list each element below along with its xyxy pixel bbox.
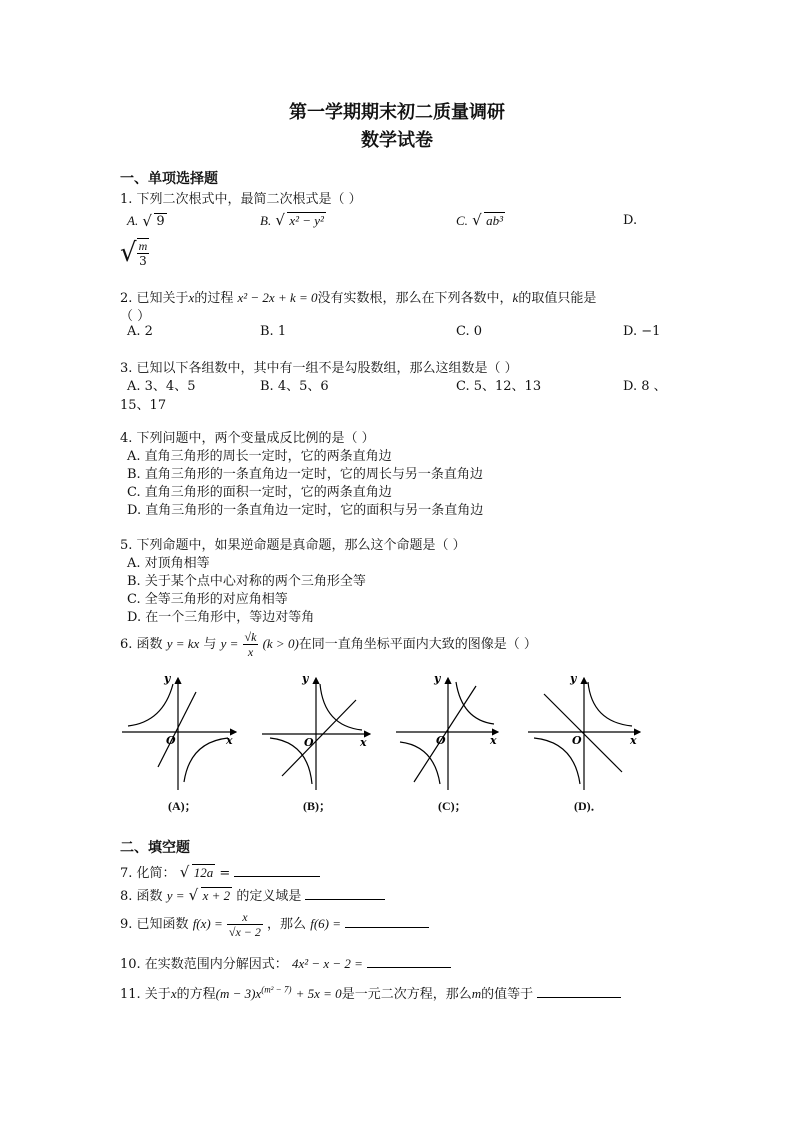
q1-option-d-expr: √ $\frac{m}{3}$ <box>120 238 148 268</box>
q5-option-b: B. 关于某个点中心对称的两个三角形全等 <box>127 574 366 589</box>
graph-b <box>262 672 370 790</box>
q3-option-d-cont: 15、17 <box>120 398 167 413</box>
page-title: 第一学期期末初二质量调研 <box>289 102 505 123</box>
page-subtitle: 数学试卷 <box>361 130 433 151</box>
graph-b-caption: (B)； <box>303 799 331 813</box>
question-2-paren: （ ） <box>120 309 151 324</box>
q9-answer-blank[interactable] <box>345 917 429 928</box>
q3-option-a: A. 3、4、5 <box>127 379 196 394</box>
section-title-fill: 二、填空题 <box>120 840 190 856</box>
q4-option-b: B. 直角三角形的一条直角边一定时，它的周长与另一条直角边 <box>127 467 483 482</box>
graph-c-x-label: x <box>490 734 497 747</box>
q8-answer-blank[interactable] <box>305 889 385 900</box>
graph-a-caption: (A)； <box>168 799 197 813</box>
q3-option-c: C. 5、12、13 <box>456 379 542 394</box>
graph-d-x-label: x <box>630 734 637 747</box>
graph-a-origin: O <box>166 734 176 747</box>
graph-d-origin: O <box>572 734 582 747</box>
q3-option-d: D. 8 、 <box>623 379 667 394</box>
q2-option-d: D. −1 <box>623 324 661 339</box>
question-5-stem: 5. 下列命题中，如果逆命题是真命题，那么这个命题是（ ） <box>120 538 466 553</box>
graph-c-caption: (C)； <box>438 799 467 813</box>
q10-answer-blank[interactable] <box>367 957 451 968</box>
q2-option-a: A. 2 <box>127 324 153 339</box>
q1-option-a: A. √ 9 <box>127 212 165 230</box>
question-1-stem: 1. 下列二次根式中，最简二次根式是（ ） <box>120 192 362 207</box>
q3-option-b: B. 4、5、6 <box>260 379 329 394</box>
graph-d-caption: (D)． <box>574 799 603 813</box>
graph-d-y-label: y <box>570 672 577 685</box>
graph-c <box>396 672 498 790</box>
q6-graphs <box>118 672 648 822</box>
section-title-choice: 一、单项选择题 <box>120 171 218 187</box>
q5-option-a: A. 对顶角相等 <box>127 556 210 571</box>
q2-option-b: B. 1 <box>260 324 287 339</box>
question-11: 11. 关于x的方程$(m - 3)x^{(m^2 - 7)} + 5x = 0$是一元二次方程，那么m的值等于 <box>120 983 621 1002</box>
graph-b-y-label: y <box>302 672 309 685</box>
q5-option-d: D. 在一个三角形中，等边对等角 <box>127 610 315 625</box>
question-2-stem: 2. 已知关于x的过程 x² − 2x + k = 0没有实数根，那么在下列各数中，k的取值只能是 <box>120 290 597 306</box>
question-10: 10. 在实数范围内分解因式： 4x² − x − 2 = <box>120 953 451 972</box>
q5-option-c: C. 全等三角形的对应角相等 <box>127 592 288 607</box>
q4-option-a: A. 直角三角形的周长一定时，它的两条直角边 <box>127 449 392 464</box>
graph-c-origin: O <box>436 734 446 747</box>
q1-option-d-label: D. <box>623 213 638 228</box>
q4-option-c: C. 直角三角形的面积一定时，它的两条直角边 <box>127 485 392 500</box>
question-4-stem: 4. 下列问题中，两个变量成反比例的是（ ） <box>120 431 375 446</box>
q11-answer-blank[interactable] <box>537 987 621 998</box>
graph-c-y-label: y <box>434 672 441 685</box>
question-6-stem: 6. 函数 y = kx 与 y = $\frac{√k}{x}$ (k > 0)在同一直角坐标平面内大致的图像是（ ） <box>120 630 537 659</box>
question-9: 9. 已知函数 f(x) = $\frac{x}{√x - 2}$ ，那么 f(6) = <box>120 910 429 939</box>
q7-answer-blank[interactable] <box>234 866 320 877</box>
graph-d <box>528 672 640 790</box>
graph-a-y-label: y <box>164 672 171 685</box>
graph-b-x-label: x <box>360 736 367 749</box>
question-7: 7. 化简： √ 12a = <box>120 862 320 881</box>
q2-option-c: C. 0 <box>456 324 483 339</box>
question-3-stem: 3. 已知以下各组数中，其中有一组不是勾股数组，那么这组数是（ ） <box>120 361 518 376</box>
q1-option-c: C. √ ab³ <box>456 211 503 229</box>
graph-a <box>122 672 236 790</box>
q4-option-d: D. 直角三角形的一条直角边一定时，它的面积与另一条直角边 <box>127 503 484 518</box>
question-8: 8. 函数 y = √ x + 2 的定义域是 <box>120 885 385 904</box>
graph-b-origin: O <box>304 736 314 749</box>
q1-option-b: B. √ x² − y² <box>260 211 324 229</box>
graph-a-x-label: x <box>226 734 233 747</box>
